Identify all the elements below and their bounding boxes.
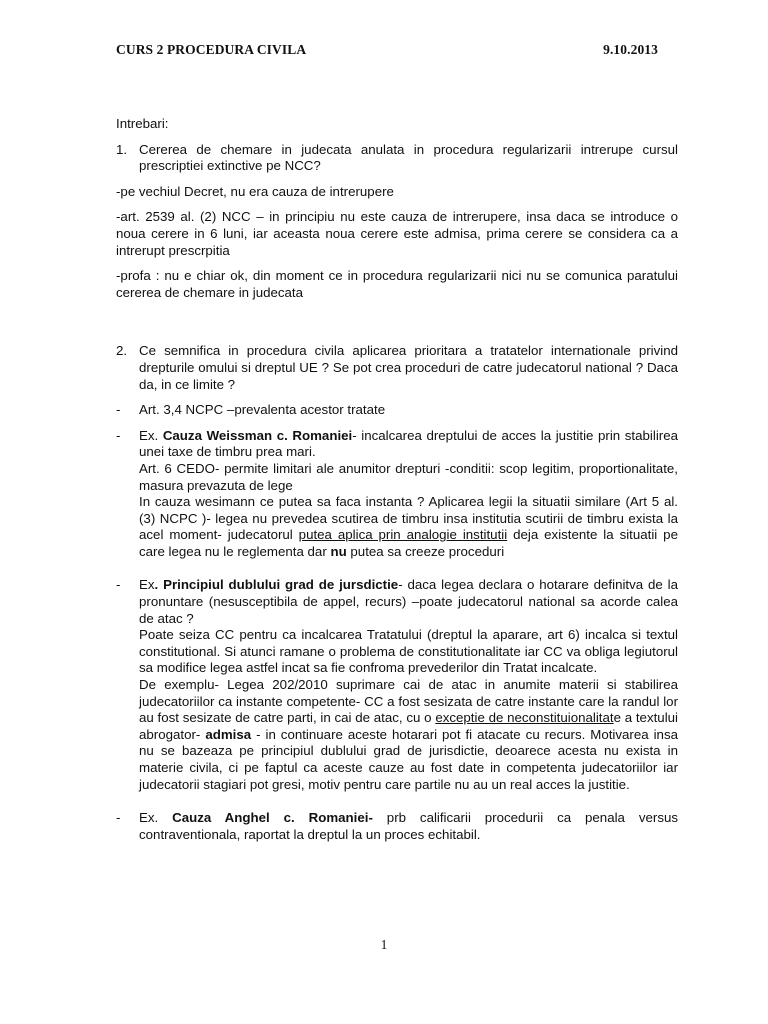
intro-heading: Intrebari: — [116, 116, 169, 131]
bullet-line: Ex. Principiul dublului grad de jursdictie- daca legea declara o hotarare definitva de la pronuntare (nesusceptibila de appel, recurs) –poate judecatorul national sa acorde calea de atac ? — [139, 577, 678, 626]
bullet-item — [116, 428, 678, 561]
bullet-line: Ex. Cauza Weissman c. Romaniei- incalcarea dreptului de acces la justitie prin stabilirea unei taxe de timbru prea mari. — [139, 427, 678, 460]
answer-paragraph: -art. 2539 al. (2) NCC – in principiu nu este cauza de intrerupere, insa daca se introduce o noua cerere in 6 luni, iar aceasta noua cerere este admisa, prima cerere se considera ca a intrerupt prescrpitia — [116, 209, 678, 258]
underlined-phrase: putea aplica prin analogie institutii — [298, 527, 508, 543]
question-number: 1. — [116, 141, 128, 157]
page-number: 1 — [380, 937, 388, 952]
course-title: CURS 2 PROCEDURA CIVILA — [116, 42, 307, 57]
bullet-dash: - — [116, 577, 121, 593]
document-body — [116, 116, 678, 852]
answer-paragraph: -pe vechiul Decret, nu era cauza de intrerupere — [116, 183, 394, 199]
question-1 — [116, 142, 678, 175]
page-header — [116, 42, 658, 58]
bullet-line: In cauza wesimann ce putea sa faca instanta ? Aplicarea legii la situatii similare (Art 5 al. (3) NCPC )- legea nu prevedea scutirea de timbru insa institutia scutirii de timbru exista la acel moment- judecatorul putea aplica prin analogie institutii deja existente la situatii pe care legea nu le reglementa dar nu putea sa creeze proceduri — [139, 494, 678, 559]
emphasis: nu — [330, 543, 347, 559]
bullet-line: De exemplu- Legea 202/2010 suprimare cai de atac in anumite materii si stabilirea judecatoriilor ca instante competente- CC a fost sesizata de catre instante care la randul lor au fost sesizate de catre parti, in cai de atac, cu o exceptie de neconstituionalitate a textului abrogator- admisa - in continuare aceste hotarari pot fi atacate cu recurs. Motivarea insa nu se bazeaza pe principiul dublului grad de jurisdictie, deoarece acesta nu exista in materie civila, ci pe faptul ca aceste cauze au fost date in competenta judecatoriilor iar judecatorii stagiari pot gresi, motiv pentru care partile nu au un real acces la justitie. — [139, 677, 678, 792]
bullet-dash: - — [116, 810, 121, 826]
bullet-item: - Ex. Cauza Anghel c. Romaniei- prb calificarii procedurii ca penala versus contraventionala, raportat la dreptul la un proces echitabil. — [116, 810, 679, 842]
bullet-text: Art. 3,4 NCPC –prevalenta acestor tratate — [139, 402, 386, 418]
bullet-item — [116, 402, 678, 419]
case-name: Cauza Weissman c. Romaniei — [162, 427, 353, 443]
bullet-dash: - — [116, 402, 121, 418]
answer-paragraph: -profa : nu e chiar ok, din moment ce in procedura regularizarii nici nu se comunica paratului cererea de chemare in judecata — [116, 268, 678, 300]
course-date: 9.10.2013 — [603, 42, 658, 57]
underlined-phrase: exceptie de neconstituionalitat — [435, 710, 614, 726]
question-text: Ce semnifica in procedura civila aplicarea prioritara a tratatelor internationale privind drepturile omului si dreptul UE ? Se pot crea proceduri de catre judecatorul national ? Daca da, in ce limite ? — [139, 343, 678, 392]
question-text: Cererea de chemare in judecata anulata in procedura regularizarii intrerupe cursul prescriptiei extinctive pe NCC? — [139, 141, 678, 174]
question-2 — [116, 343, 678, 393]
bullet-line: Art. 6 CEDO- permite limitari ale anumitor drepturi -conditii: scop legitim, proportionalitate, masura prevazuta de lege — [139, 460, 678, 493]
question-number: 2. — [116, 343, 128, 359]
bullet-item — [116, 577, 678, 793]
bullet-line: Poate seiza CC pentru ca incalcarea Tratatului (dreptul la aparare, art 6) incalca si textul constitutional. Si atunci ramane o problema de constitutionalitate iar CC va obliga legiutorul sa modifice legea astfel incat sa fie confroma prevederilor din Tratat incalcate. — [139, 627, 678, 676]
principle-name: . Principiul dublului grad de jursdictie — [154, 577, 399, 593]
emphasis: admisa — [205, 726, 252, 742]
bullet-dash: - — [116, 427, 121, 443]
case-name: Cauza Anghel c. Romaniei- — [172, 810, 373, 826]
